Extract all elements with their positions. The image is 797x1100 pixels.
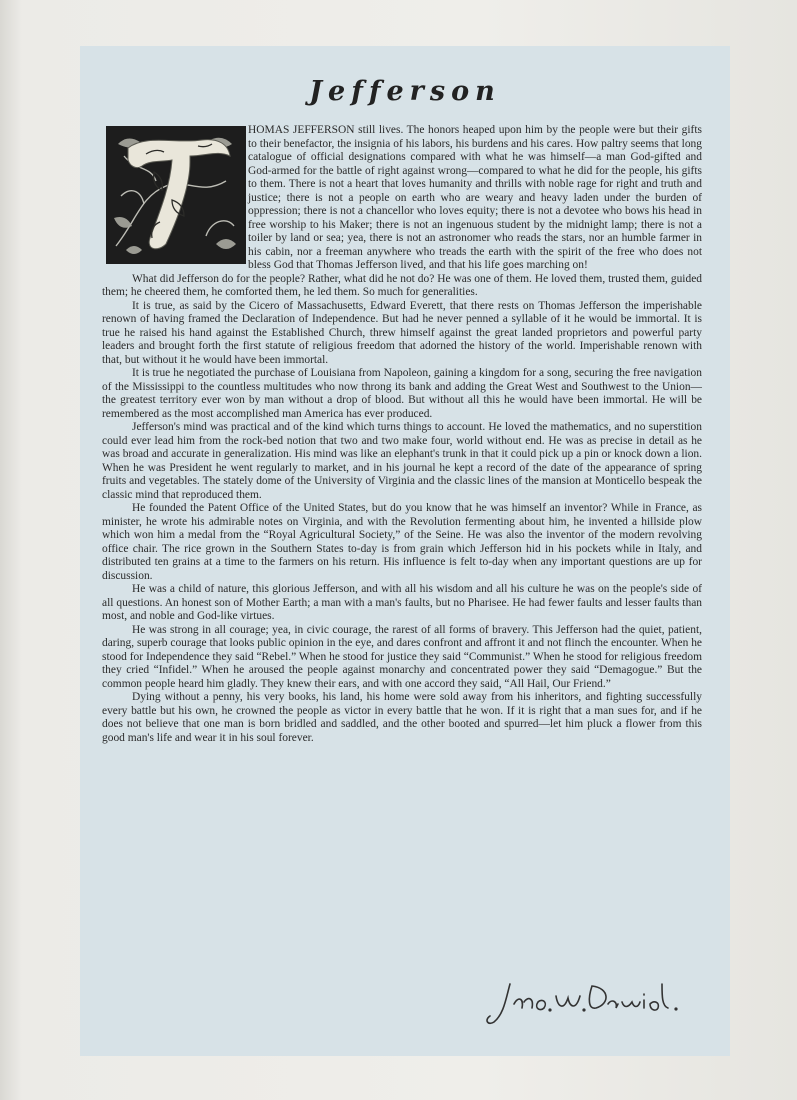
paragraph-3: It is true, as said by the Cicero of Massachusetts, Edward Everett, that there rests on Thomas Jefferson the imperishable renown of having framed the Declaration of Independence. But had he never penned a syllable of it he would be immortal. It is true he raised his hand against the Established Church, threw himself against the great landed proprietors and powerful party leaders and brought forth the first statute of religious freedom that adorned the history of the world. Imperishable renown with that, but without it he would have been immortal.	[102, 299, 702, 366]
paragraph-5: Jefferson's mind was practical and of the kind which turns things to account. He loved the mathematics, and no superstition could ever lead him from the rock-bed notion that two and two make four, world without end. He was as precise in detail as he was broad and accurate in generalization. His mind was like an elephant's trunk in that it could pick up a pin or knock down a lion. When he was President he went regularly to market, and in his journal he kept a record of the date of the appearance of spring fruits and vegetables. The stately dome of the University of Virginia and the classic lines of the mansion at Monticello bespeak the classic mind that reproduced them.	[102, 421, 702, 501]
author-signature	[480, 976, 700, 1032]
dropcap-spacer	[102, 124, 248, 264]
paragraph-8: He was strong in all courage; yea, in civic courage, the rarest of all forms of bravery. This Jefferson had the quiet, patient, daring, superb courage that looks public opinion in the eye, and dares confront and affront it and not flinch the encounter. When he stood for Independence they said “Rebel.” When he stood for justice they said “Communist.” When he stood for religious freedom they cried “Infidel.” When he aroused the people against monarchy and concentrated power they said “Demagogue.” But the common people heard him gladly. They knew their ears, and with one accord they said, “All Hail, Our Friend.”	[102, 623, 702, 690]
paragraph-2: What did Jefferson do for the people? Rather, what did he not do? He was one of them. He loved them, trusted them, guided them; he cheered them, he comforted them, he led them. So much for generalities.	[102, 272, 702, 298]
paragraph-1: HOMAS JEFFERSON still lives. The honors heaped upon him by the people were but their gifts to their benefactor, the insignia of his labors, his burdens and his cares. How paltry seems that long catalogue of official designations compared with what he was himself—a man God-gifted and God-armed for the battle of right against wrong—compared to what he did for the people, his gifts to them. There is not a heart that loves humanity and thrills with noble rage for right and truth and justice; there is not a people on earth who are weary and heavy laden under the burden of oppression; there is not a chancellor who loves equity; there is not a devotee who bows his head in free worship to his Maker; there is not an ingenuous student by the midnight lamp; there is not a toiler by land or sea; yea, there is not an astronomer who reads the stars, nor an humble farmer in his cabin, nor a freeman anywhere who treads the earth with the spirit of the free who does not bless God that Thomas Jefferson lived, and that his life goes marching on!	[248, 124, 702, 271]
paragraph-6: He founded the Patent Office of the United States, but do you know that he was himself an inventor? While in France, as minister, he wrote his admirable notes on Virginia, and with the Revolution fermenting about him, he invented a hillside plow which won him a medal from the “Royal Agricultural Society,” of the Seine. He was also the inventor of the modern revolving office chair. The rice grown in the Southern States to-day is from grain which Jefferson hid in his pockets while in Italy, and distributed ten grains at a time to the farmers on his return. His influence is felt to-day when any important questions are up for discussion.	[102, 502, 702, 582]
handwritten-signature-icon	[480, 976, 700, 1032]
paragraph-9: Dying without a penny, his very books, his land, his home were sold away from his inheritors, and fighting successfully every battle but his own, he crowned the people as victor in every battle that he won. If it is right that a man sues for, and if he does not believe that one man is born bridled and saddled, and the other booted and spurred—let him pluck a flower from this good man's life and wear it in his soul forever.	[102, 691, 702, 744]
page-title: Jefferson	[309, 76, 501, 107]
article-body	[102, 124, 702, 745]
paragraph-7: He was a child of nature, this glorious Jefferson, and with all his wisdom and all his culture he was on the people's side of all questions. An honest son of Mother Earth; a man with a man's faults, but no Pharisee. He had fewer faults and lesser faults than most, and noble and God-like virtues.	[102, 583, 702, 622]
printed-sheet	[80, 46, 730, 1056]
paragraph-4: It is true he negotiated the purchase of Louisiana from Napoleon, gaining a kingdom for a song, securing the free navigation of the Mississippi to the countless multitudes who now throng its bank and adding the Great West and Southwest to the Union—the greatest territory ever won by man without a drop of blood. But without all this he would have been immortal. He will be remembered as the most accomplished man America has ever produced.	[102, 367, 702, 420]
